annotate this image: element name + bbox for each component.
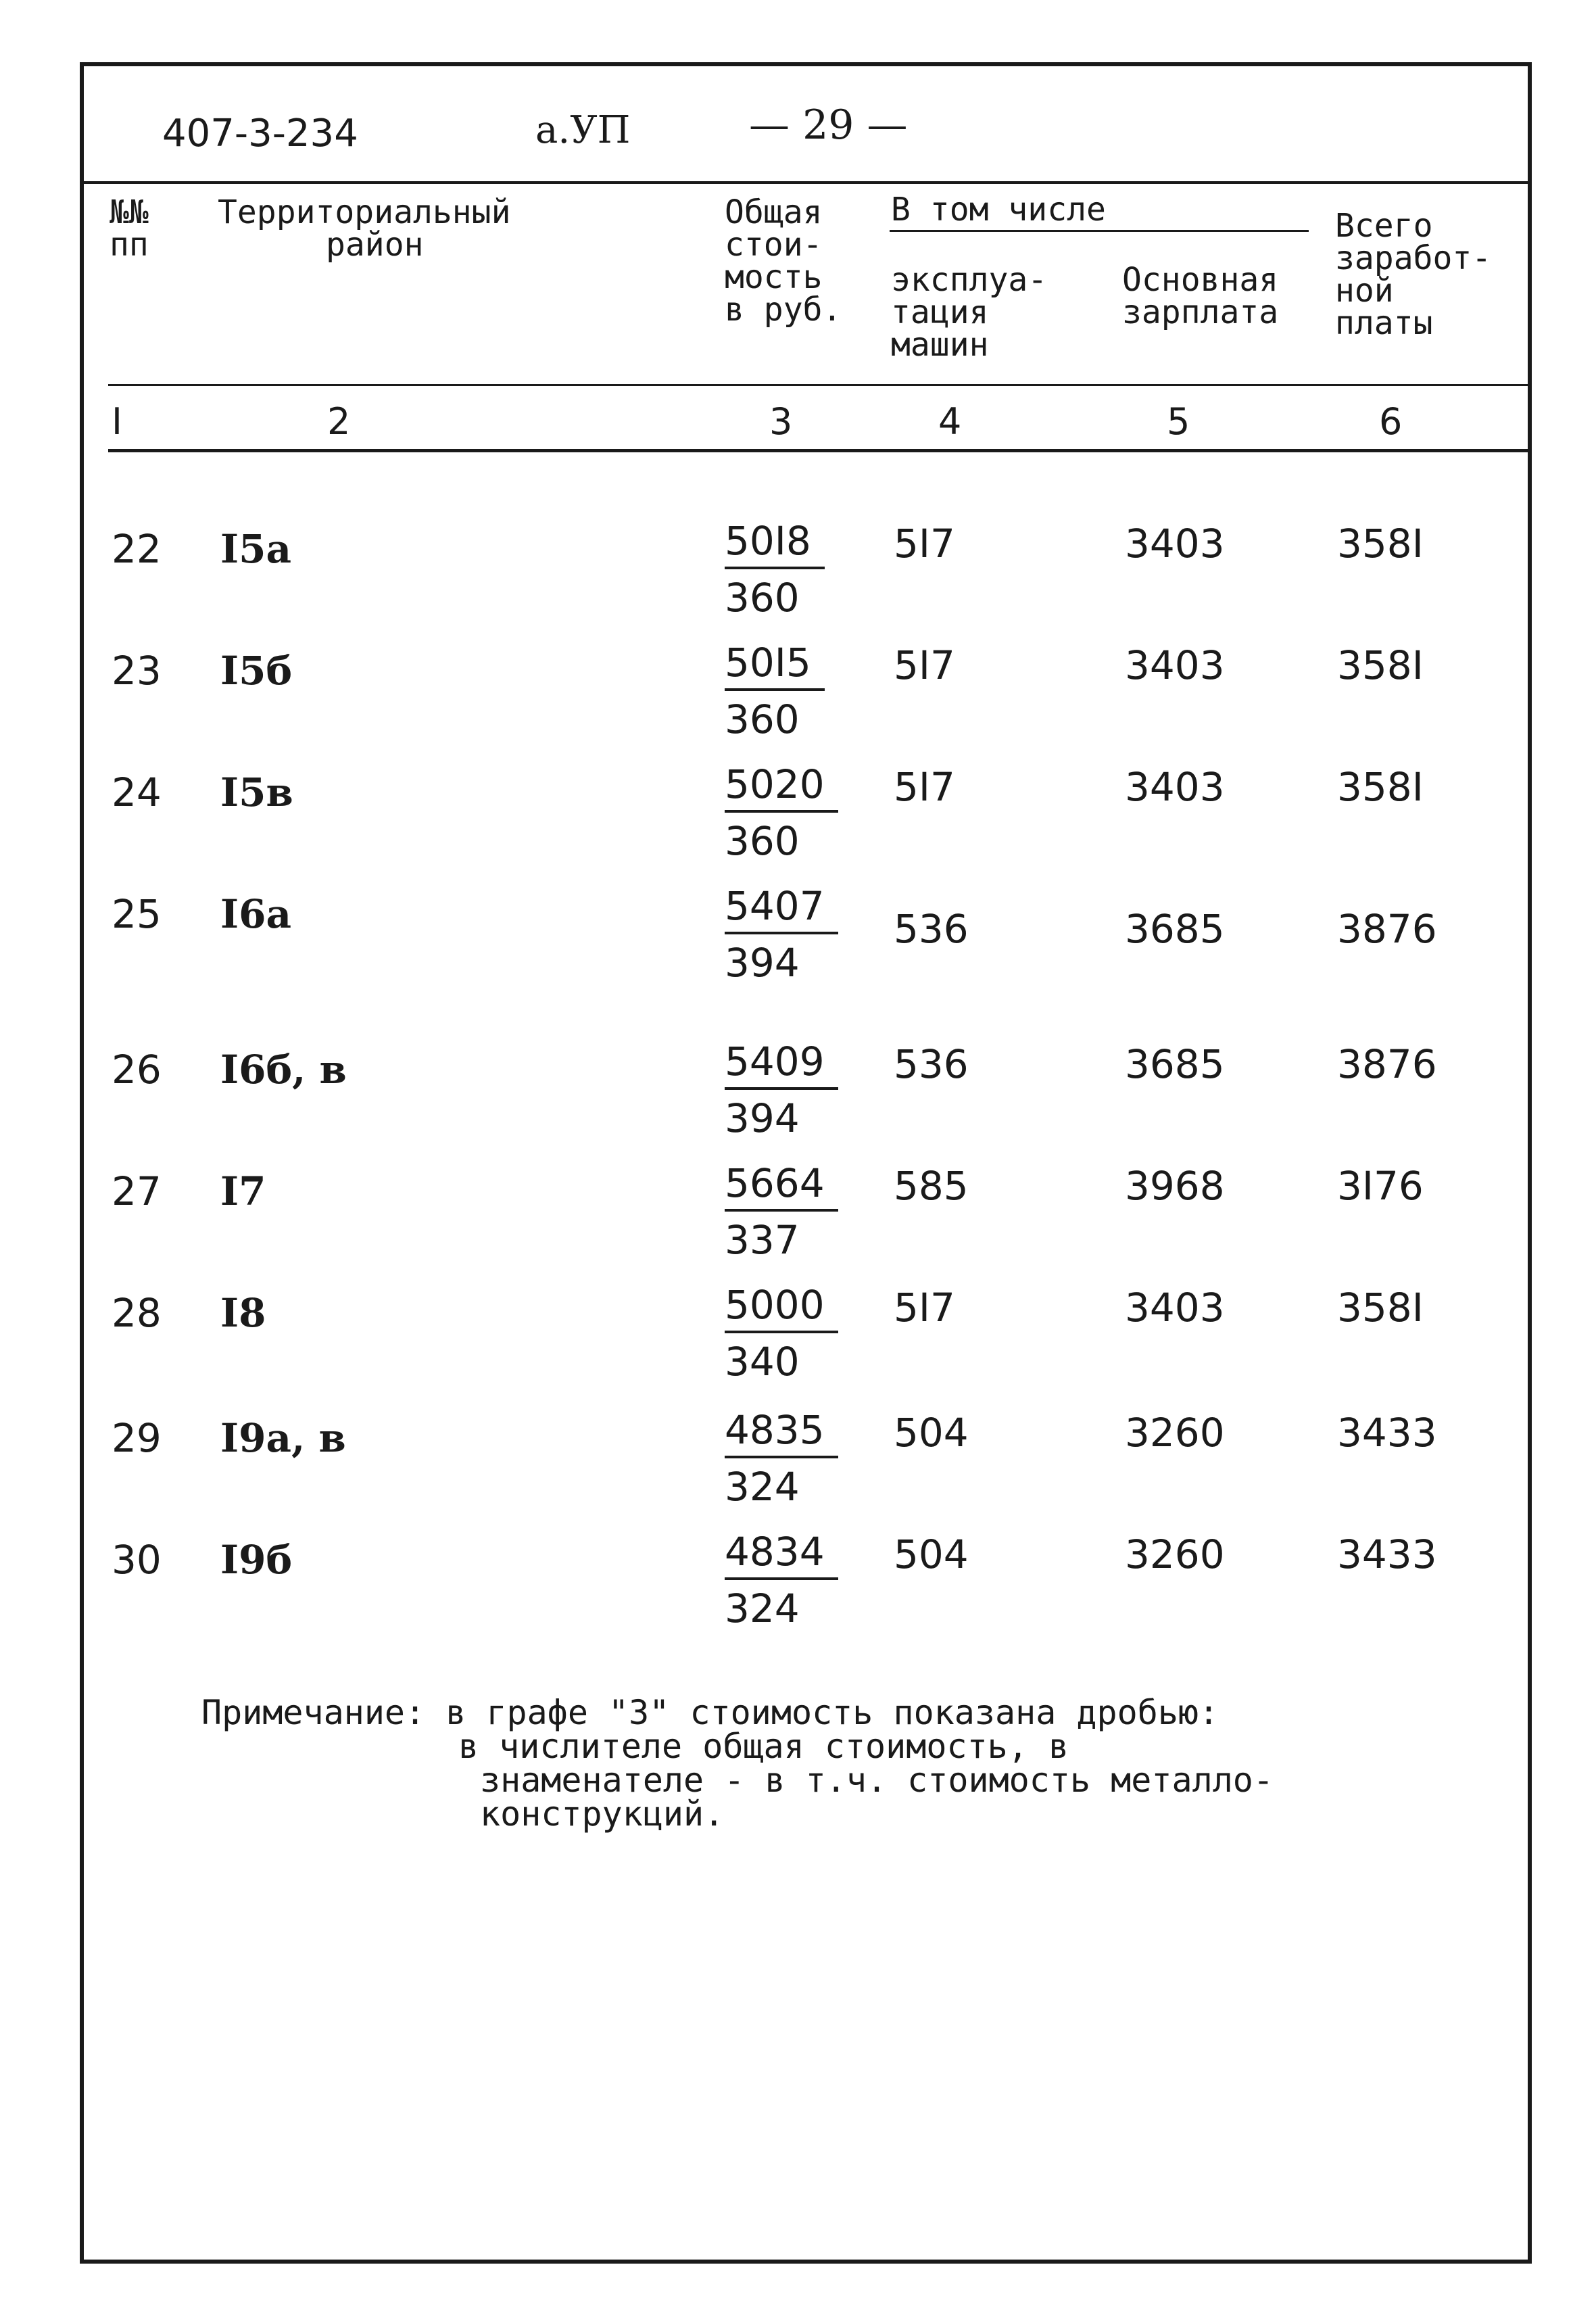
total-cost: 50I5 [725, 640, 825, 691]
row-number: 26 [112, 1047, 162, 1093]
row-region: I7 [220, 1168, 266, 1214]
metal-cost: 394 [725, 1095, 800, 1141]
total-cost: 5664 [725, 1160, 838, 1212]
row-region: I6а [220, 891, 292, 937]
footnote: Примечание: в графе "3" стоимость показана дробью: в числителе общая стоимость, в знаменателе - в т.ч. стоимость металло- конструкций. [201, 1693, 1274, 1834]
total-wage: 3876 [1337, 1041, 1437, 1087]
total-wage: 358I [1337, 642, 1424, 688]
total-cost: 4835 [725, 1407, 838, 1458]
cost-fraction [725, 640, 825, 742]
column-number: 4 [938, 400, 962, 443]
document-code: 407-3-234 [162, 112, 358, 156]
row-region: I5б [220, 648, 293, 694]
total-wage: 358I [1337, 521, 1424, 567]
basic-wage: 3260 [1125, 1531, 1225, 1577]
row-number: 28 [112, 1290, 162, 1336]
row-region: I9б [220, 1537, 293, 1583]
machines-cost: 536 [894, 1041, 969, 1087]
total-cost: 5020 [725, 761, 838, 813]
metal-cost: 324 [725, 1585, 800, 1631]
row-region: I5а [220, 526, 292, 572]
basic-wage: 3685 [1125, 1041, 1225, 1087]
row-region: I6б, в [220, 1047, 347, 1093]
basic-wage: 3403 [1125, 642, 1225, 688]
row-number: 23 [112, 648, 162, 694]
row-number: 29 [112, 1415, 162, 1461]
column-header-total-cost: Общая стои- мость в руб. [725, 193, 842, 329]
column-number: 2 [327, 400, 351, 443]
header-rule [80, 181, 1532, 184]
total-cost: 50I8 [725, 518, 825, 569]
machines-cost: 585 [894, 1163, 969, 1209]
column-header-including: В том числе [891, 191, 1106, 229]
machines-cost: 536 [894, 906, 969, 952]
metal-cost: 360 [725, 696, 800, 742]
cost-fraction [725, 883, 838, 986]
cost-fraction [725, 1407, 838, 1510]
row-number: 22 [112, 526, 162, 572]
cost-fraction [725, 1039, 838, 1141]
column-header-total-wage: Всего заработ- ной платы [1335, 207, 1492, 342]
total-wage: 3876 [1337, 906, 1437, 952]
row-number: 30 [112, 1537, 162, 1583]
basic-wage: 3260 [1125, 1410, 1225, 1456]
metal-cost: 337 [725, 1217, 800, 1263]
basic-wage: 3685 [1125, 906, 1225, 952]
cost-fraction [725, 1529, 838, 1631]
basic-wage: 3403 [1125, 1285, 1225, 1331]
total-wage: 3I76 [1337, 1163, 1424, 1209]
album-label: а.УП [535, 108, 631, 152]
column-header-num: №№ пп [110, 193, 149, 264]
column-number: 5 [1167, 400, 1190, 443]
including-rule [890, 230, 1309, 232]
machines-cost: 5I7 [894, 764, 955, 810]
machines-cost: 5I7 [894, 642, 955, 688]
metal-cost: 340 [725, 1339, 800, 1385]
machines-cost: 504 [894, 1531, 969, 1577]
machines-cost: 504 [894, 1410, 969, 1456]
basic-wage: 3403 [1125, 764, 1225, 810]
total-wage: 358I [1337, 764, 1424, 810]
column-header-region: Территориальный район [218, 193, 511, 264]
basic-wage: 3968 [1125, 1163, 1225, 1209]
basic-wage: 3403 [1125, 521, 1225, 567]
column-number: 3 [769, 400, 793, 443]
metal-cost: 360 [725, 575, 800, 621]
total-cost: 4834 [725, 1529, 838, 1580]
total-cost: 5407 [725, 883, 838, 934]
row-region: I5в [220, 769, 293, 815]
row-number: 25 [112, 891, 162, 937]
metal-cost: 360 [725, 818, 800, 864]
metal-cost: 324 [725, 1464, 800, 1510]
column-number-rule [108, 449, 1532, 452]
column-header-rule [108, 384, 1532, 386]
column-header-basic-wage: Основная зарплата [1122, 261, 1279, 331]
row-region: I9а, в [220, 1415, 346, 1461]
total-wage: 3433 [1337, 1410, 1437, 1456]
total-wage: 3433 [1337, 1531, 1437, 1577]
row-number: 24 [112, 769, 162, 815]
cost-fraction [725, 1160, 838, 1263]
cost-fraction [725, 1282, 838, 1385]
total-cost: 5409 [725, 1039, 838, 1090]
row-region: I8 [220, 1290, 266, 1336]
column-number: I [112, 400, 122, 443]
total-cost: 5000 [725, 1282, 838, 1333]
cost-fraction [725, 518, 825, 621]
cost-fraction [725, 761, 838, 864]
machines-cost: 5I7 [894, 1285, 955, 1331]
column-header-machines: эксплуа- тация машин [891, 261, 1048, 364]
total-wage: 358I [1337, 1285, 1424, 1331]
metal-cost: 394 [725, 940, 800, 986]
machines-cost: 5I7 [894, 521, 955, 567]
row-number: 27 [112, 1168, 162, 1214]
page-number: — 29 — [749, 101, 908, 149]
column-number: 6 [1379, 400, 1403, 443]
